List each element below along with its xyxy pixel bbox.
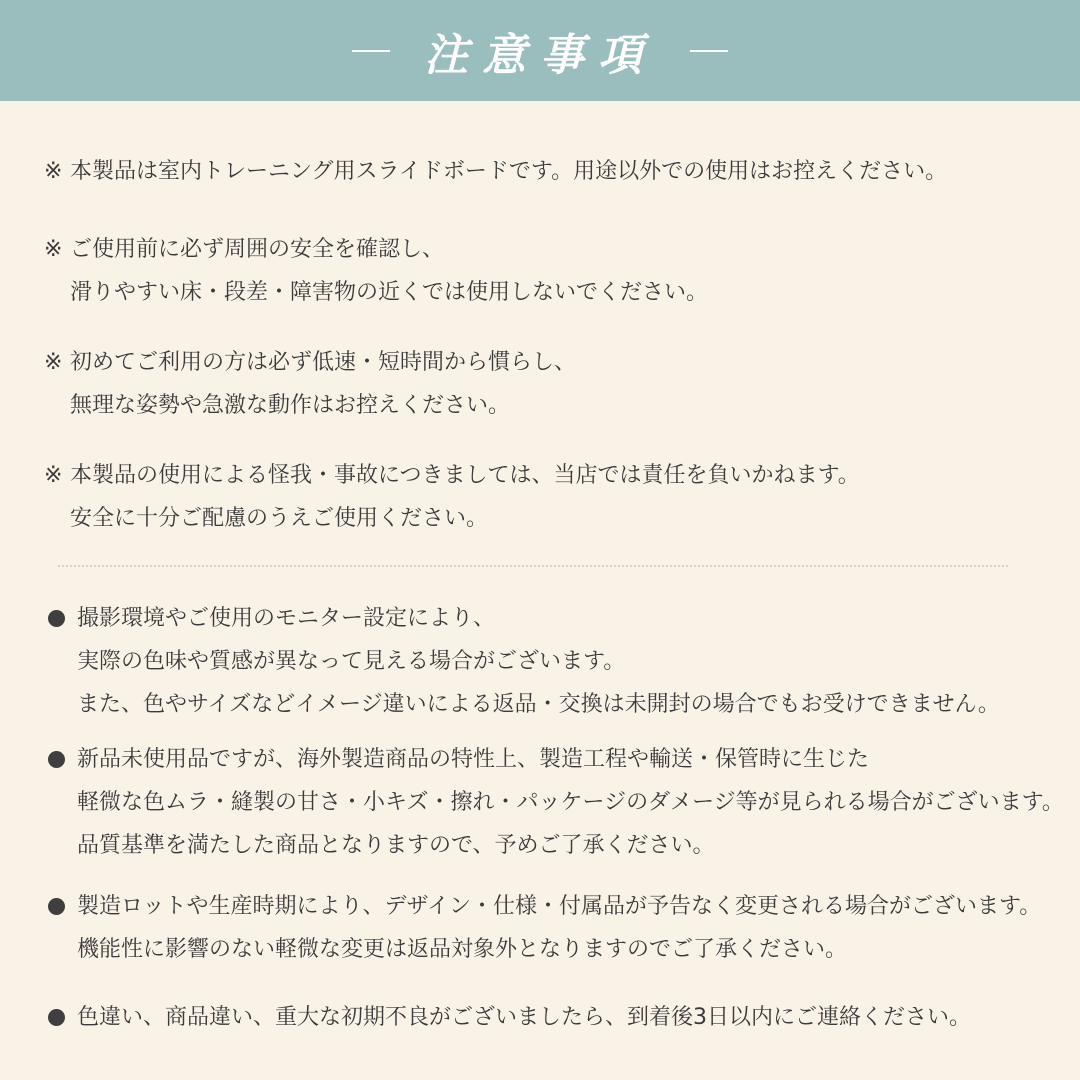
note-line: 滑りやすい床・段差・障害物の近くでは使用しないでください。 bbox=[70, 280, 709, 305]
page-title: 注意事項 bbox=[424, 29, 656, 81]
reference-mark: ※ bbox=[44, 159, 63, 184]
reference-mark: ※ bbox=[44, 463, 63, 488]
note-line: 無理な姿勢や急激な動作はお控えください。 bbox=[70, 393, 511, 418]
bullet-dot-icon bbox=[48, 610, 65, 627]
header-banner bbox=[0, 0, 1080, 101]
note-line: ご使用前に必ず周囲の安全を確認し、 bbox=[70, 237, 445, 262]
caution-note bbox=[44, 341, 576, 427]
page-title-group bbox=[318, 19, 762, 83]
bullet-item bbox=[48, 738, 1064, 867]
note-line: 本製品は室内トレーニング用スライドボードです。用途以外での使用はお控えください。 bbox=[70, 159, 948, 184]
bullet-item bbox=[48, 996, 971, 1039]
caution-note bbox=[44, 228, 708, 314]
bullet-dot-icon bbox=[48, 898, 65, 915]
note-line: 安全に十分ご配慮のうえご使用ください。 bbox=[70, 506, 489, 531]
caution-note bbox=[44, 150, 947, 193]
reference-mark: ※ bbox=[44, 350, 63, 375]
reference-mark: ※ bbox=[44, 237, 63, 262]
bullet-item bbox=[48, 597, 1000, 726]
bullet-line: 機能性に影響のない軽微な変更は返品対象外となりますのでご了承ください。 bbox=[77, 937, 848, 962]
note-line: 初めてご利用の方は必ず低速・短時間から慣らし、 bbox=[70, 350, 577, 375]
bullet-line: 色違い、商品違い、重大な初期不良がございましたら、到着後3日以内にご連絡ください。 bbox=[77, 1005, 972, 1030]
bullet-item bbox=[48, 885, 1041, 971]
bullet-dot-icon bbox=[48, 1009, 65, 1026]
dotted-divider bbox=[58, 565, 1008, 567]
bullet-dot-icon bbox=[48, 751, 65, 768]
caution-note bbox=[44, 454, 860, 540]
title-dash-right bbox=[690, 50, 728, 52]
bullet-line: 新品未使用品ですが、海外製造商品の特性上、製造工程や輸送・保管時に生じた bbox=[77, 747, 870, 772]
bullet-line: 撮影環境やご使用のモニター設定により、 bbox=[77, 606, 496, 631]
title-dash-left bbox=[352, 50, 390, 52]
bullet-line: 品質基準を満たした商品となりますので、予めご了承ください。 bbox=[77, 833, 715, 858]
bullet-line: 軽微な色ムラ・縫製の甘さ・小キズ・擦れ・パッケージのダメージ等が見られる場合がございます。 bbox=[77, 790, 1064, 815]
bullet-line: 実際の色味や質感が異なって見える場合がございます。 bbox=[77, 649, 626, 674]
bullet-line: また、色やサイズなどイメージ違いによる返品・交換は未開封の場合でもお受けできません。 bbox=[77, 692, 1000, 717]
note-line: 本製品の使用による怪我・事故につきましては、当店では責任を負いかねます。 bbox=[70, 463, 860, 488]
bullet-line: 製造ロットや生産時期により、デザイン・仕様・付属品が予告なく変更される場合がございます。 bbox=[77, 894, 1042, 919]
